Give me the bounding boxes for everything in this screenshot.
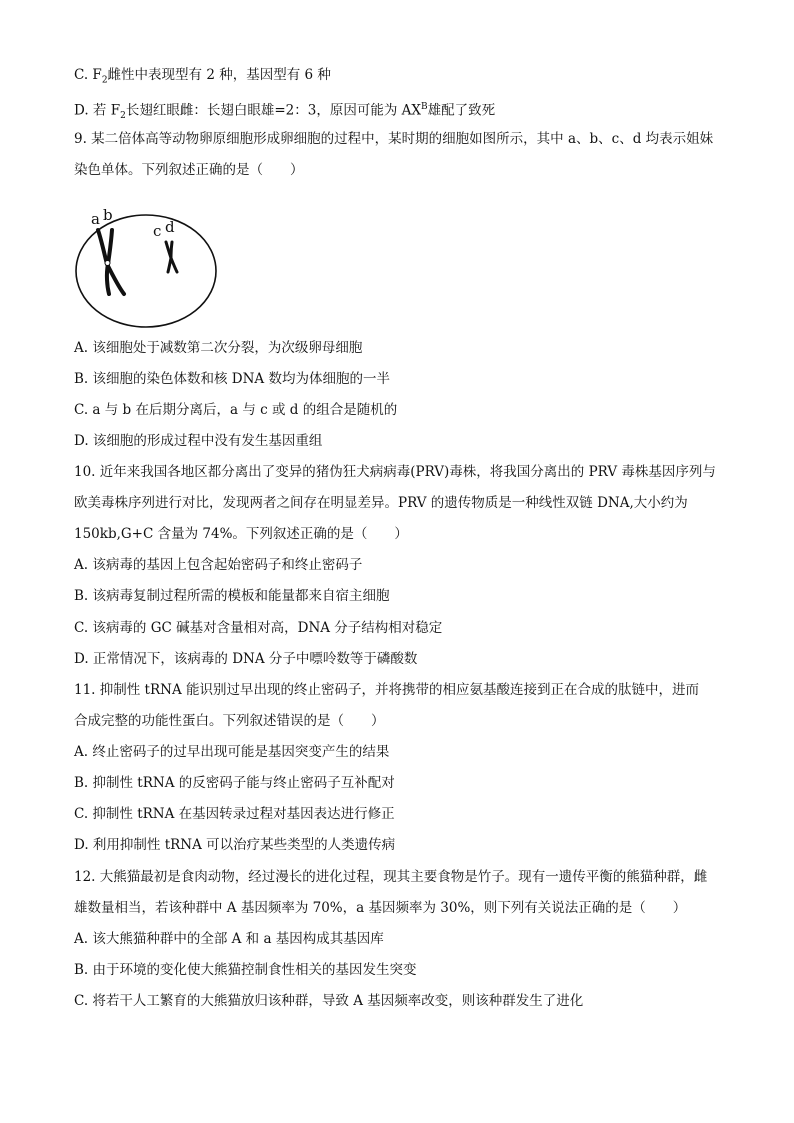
q11-line: 合成完整的功能性蛋白。下列叙述错误的是（ ） xyxy=(74,713,385,729)
text: 雌性中表现型有 2 种，基因型有 6 种 xyxy=(107,67,331,83)
label-c: c xyxy=(153,222,162,240)
q10-line: 150kb,G+C 含量为 74%。下列叙述正确的是（ ） xyxy=(74,526,408,542)
q12-line: 雄数量相当，若该种群中 A 基因频率为 70%，a 基因频率为 30%，则下列有关说法正确的是（ ） xyxy=(74,900,687,916)
q12-line: 12. 大熊猫最初是食肉动物，经过漫长的进化过程，现其主要食物是竹子。现有一遗传平衡的熊猫种群，雌 xyxy=(74,869,708,885)
q11-option-c: C. 抑制性 tRNA 在基因转录过程对基因表达进行修正 xyxy=(74,806,395,822)
text: C. F xyxy=(74,67,102,83)
q10-option-d: D. 正常情况下，该病毒的 DNA 分子中嘌呤数等于磷酸数 xyxy=(74,651,418,667)
text: D. 若 F xyxy=(74,102,121,119)
q10-line: 10. 近年来我国各地区都分离出了变异的猪伪狂犬病病毒(PRV)毒株，将我国分离出的 PRV 毒株基因序列与 xyxy=(74,464,716,480)
option-c-line xyxy=(74,66,331,90)
label-b: b xyxy=(103,206,113,224)
cell-drawing xyxy=(72,212,222,330)
text: 长翅红眼雌：长翅白眼雄=2：3，原因可能为 AX xyxy=(125,102,421,119)
option-d-line xyxy=(74,98,495,125)
q9-option-c: C. a 与 b 在后期分离后，a 与 c 或 d 的组合是随机的 xyxy=(74,402,398,418)
cell-diagram xyxy=(72,206,222,330)
q11-option-d: D. 利用抑制性 tRNA 可以治疗某些类型的人类遗传病 xyxy=(74,837,396,853)
q10-option-c: C. 该病毒的 GC 碱基对含量相对高，DNA 分子结构相对稳定 xyxy=(74,620,443,636)
question-9-stem-2: 染色单体。下列叙述正确的是（ ） xyxy=(74,162,304,178)
q9-option-b: B. 该细胞的染色体数和核 DNA 数均为体细胞的一半 xyxy=(74,371,390,387)
q12-option-c: C. 将若干人工繁育的大熊猫放归该种群，导致 A 基因频率改变，则该种群发生了进化 xyxy=(74,993,584,1009)
q10-option-a: A. 该病毒的基因上包含起始密码子和终止密码子 xyxy=(74,557,363,573)
q12-option-b: B. 由于环境的变化使大熊猫控制食性相关的基因发生突变 xyxy=(74,962,417,978)
q11-option-a: A. 终止密码子的过早出现可能是基因突变产生的结果 xyxy=(74,744,390,760)
q9-option-a: A. 该细胞处于减数第二次分裂，为次级卵母细胞 xyxy=(74,340,363,356)
q11-option-b: B. 抑制性 tRNA 的反密码子能与终止密码子互补配对 xyxy=(74,775,395,791)
q12-option-a: A. 该大熊猫种群中的全部 A 和 a 基因构成其基因库 xyxy=(74,931,384,947)
label-d: d xyxy=(165,218,175,236)
label-a: a xyxy=(91,210,100,228)
question-9-stem-1: 9. 某二倍体高等动物卵原细胞形成卵细胞的过程中，某时期的细胞如图所示，其中 a、b、c、d 均表示姐妹 xyxy=(74,131,714,147)
subscript: 2 xyxy=(120,111,126,122)
q11-line: 11. 抑制性 tRNA 能识别过早出现的终止密码子，并将携带的相应氨基酸连接到正在合成的肽链中，进而 xyxy=(74,682,699,698)
q10-option-b: B. 该病毒复制过程所需的模板和能量都来自宿主细胞 xyxy=(74,588,390,604)
superscript: B xyxy=(420,102,428,112)
q10-line: 欧美毒株序列进行对比，发现两者之间存在明显差异。PRV 的遗传物质是一种线性双链 DNA,大小约为 xyxy=(74,495,688,511)
text: 雄配了致死 xyxy=(427,102,496,119)
q9-option-d: D. 该细胞的形成过程中没有发生基因重组 xyxy=(74,433,323,449)
subscript: 2 xyxy=(101,75,108,86)
